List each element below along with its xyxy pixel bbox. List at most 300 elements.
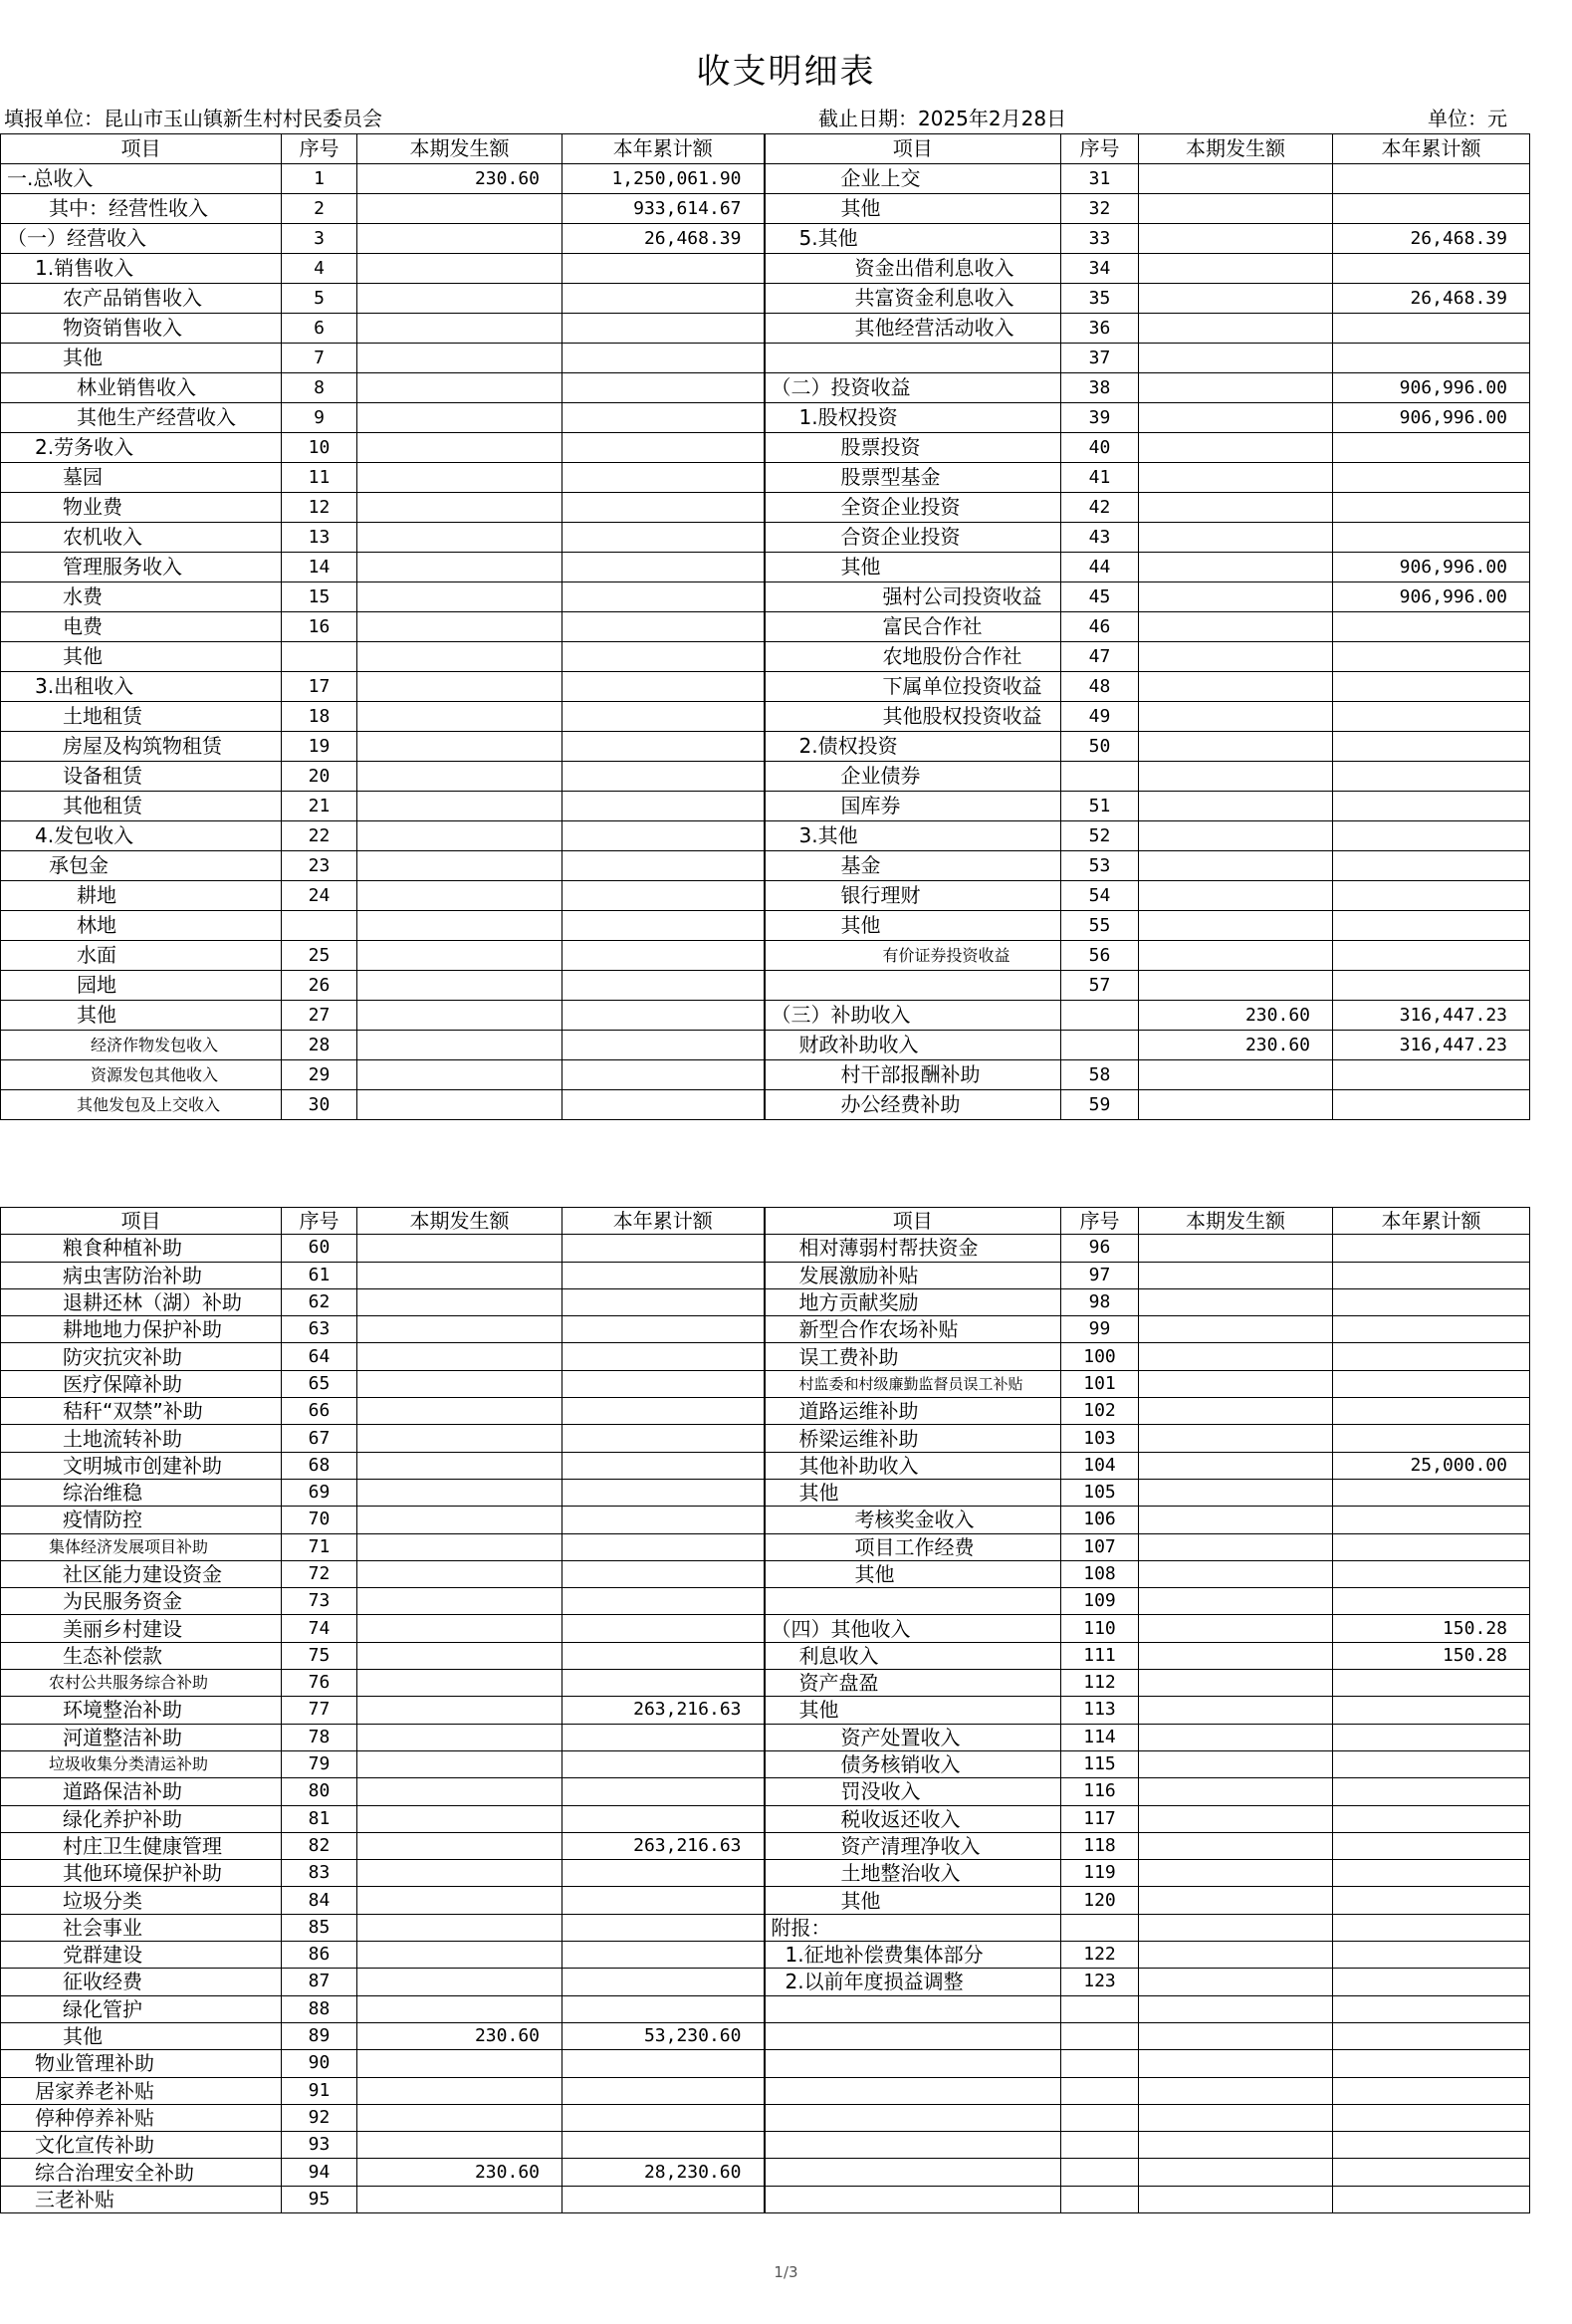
item-ytd-amount bbox=[562, 1750, 765, 1777]
item-seq: 82 bbox=[282, 1832, 357, 1859]
item-seq: 68 bbox=[282, 1452, 357, 1479]
item-name: 防灾抗灾补助 bbox=[1, 1343, 282, 1370]
item-name: 其他补助收入 bbox=[765, 1452, 1061, 1479]
item-current-amount bbox=[357, 1425, 562, 1452]
item-current-amount bbox=[1139, 344, 1333, 373]
item-name: 共富资金利息收入 bbox=[765, 284, 1061, 314]
item-current-amount bbox=[357, 1778, 562, 1805]
item-current-amount bbox=[357, 1031, 562, 1060]
item-current-amount bbox=[1139, 702, 1333, 732]
item-current-amount bbox=[1139, 164, 1333, 194]
item-ytd-amount bbox=[1333, 971, 1530, 1001]
table-row bbox=[1, 284, 1530, 314]
item-current-amount bbox=[357, 553, 562, 582]
item-current-amount bbox=[357, 582, 562, 612]
currency-unit: 单位：元 bbox=[1428, 107, 1507, 130]
item-ytd-amount bbox=[562, 2132, 765, 2159]
item-seq bbox=[1061, 762, 1139, 792]
item-ytd-amount bbox=[562, 672, 765, 702]
item-name: 考核奖金收入 bbox=[765, 1507, 1061, 1533]
item-current-amount bbox=[357, 1805, 562, 1832]
item-name: 3.其他 bbox=[765, 821, 1061, 851]
item-seq: 118 bbox=[1061, 1832, 1139, 1859]
item-seq: 103 bbox=[1061, 1425, 1139, 1452]
item-seq: 43 bbox=[1061, 523, 1139, 553]
item-ytd-amount bbox=[562, 732, 765, 762]
item-name: 5.其他 bbox=[765, 224, 1061, 254]
item-ytd-amount: 906,996.00 bbox=[1333, 403, 1530, 433]
item-current-amount bbox=[1139, 314, 1333, 344]
table-row bbox=[1, 373, 1530, 403]
item-seq: 58 bbox=[1061, 1060, 1139, 1090]
item-ytd-amount bbox=[562, 1288, 765, 1315]
item-ytd-amount bbox=[1333, 1887, 1530, 1914]
table-header-row bbox=[1, 134, 1530, 164]
item-seq: 30 bbox=[282, 1090, 357, 1120]
item-current-amount bbox=[357, 2050, 562, 2077]
table-row bbox=[1, 1370, 1530, 1397]
item-seq bbox=[1061, 1031, 1139, 1060]
item-name: 1.股权投资 bbox=[765, 403, 1061, 433]
item-current-amount bbox=[1139, 1343, 1333, 1370]
item-current-amount bbox=[357, 373, 562, 403]
item-ytd-amount bbox=[1333, 1832, 1530, 1859]
item-seq: 33 bbox=[1061, 224, 1139, 254]
item-current-amount bbox=[1139, 1090, 1333, 1120]
item-name: 其他环境保护补助 bbox=[1, 1860, 282, 1887]
item-current-amount bbox=[357, 2104, 562, 2131]
item-ytd-amount bbox=[562, 792, 765, 821]
item-seq: 63 bbox=[282, 1316, 357, 1343]
item-current-amount bbox=[357, 1262, 562, 1288]
item-ytd-amount bbox=[1333, 851, 1530, 881]
item-seq: 24 bbox=[282, 881, 357, 911]
item-seq: 61 bbox=[282, 1262, 357, 1288]
item-current-amount bbox=[1139, 1887, 1333, 1914]
item-seq: 80 bbox=[282, 1778, 357, 1805]
item-current-amount bbox=[1139, 2132, 1333, 2159]
item-name: 环境整治补助 bbox=[1, 1697, 282, 1724]
item-name bbox=[765, 2159, 1061, 2186]
item-ytd-amount: 26,468.39 bbox=[1333, 224, 1530, 254]
item-seq: 41 bbox=[1061, 463, 1139, 493]
item-current-amount bbox=[1139, 821, 1333, 851]
item-ytd-amount bbox=[562, 1533, 765, 1560]
item-ytd-amount bbox=[1333, 493, 1530, 523]
item-seq: 39 bbox=[1061, 403, 1139, 433]
item-ytd-amount bbox=[1333, 2050, 1530, 2077]
item-name: （二）投资收益 bbox=[765, 373, 1061, 403]
item-ytd-amount bbox=[1333, 1778, 1530, 1805]
item-ytd-amount bbox=[562, 1479, 765, 1506]
item-ytd-amount bbox=[562, 762, 765, 792]
column-header: 项目 bbox=[765, 1208, 1061, 1235]
item-name: 管理服务收入 bbox=[1, 553, 282, 582]
item-name: 2.劳务收入 bbox=[1, 433, 282, 463]
item-name: 其他 bbox=[1, 344, 282, 373]
item-current-amount bbox=[1139, 1262, 1333, 1288]
item-ytd-amount bbox=[1333, 881, 1530, 911]
item-current-amount bbox=[357, 1914, 562, 1941]
item-current-amount bbox=[357, 762, 562, 792]
item-ytd-amount bbox=[1333, 1969, 1530, 1995]
item-name: 农地股份合作社 bbox=[765, 642, 1061, 672]
item-current-amount bbox=[357, 1060, 562, 1090]
item-seq: 10 bbox=[282, 433, 357, 463]
item-name: 误工费补助 bbox=[765, 1343, 1061, 1370]
table-row bbox=[1, 1262, 1530, 1288]
item-current-amount bbox=[357, 254, 562, 284]
item-name: 村干部报酬补助 bbox=[765, 1060, 1061, 1090]
item-ytd-amount bbox=[562, 1031, 765, 1060]
item-seq: 70 bbox=[282, 1507, 357, 1533]
item-name: 征收经费 bbox=[1, 1969, 282, 1995]
item-ytd-amount bbox=[562, 1452, 765, 1479]
item-name: 一.总收入 bbox=[1, 164, 282, 194]
item-seq: 1 bbox=[282, 164, 357, 194]
item-seq: 3 bbox=[282, 224, 357, 254]
table-row bbox=[1, 1560, 1530, 1587]
item-seq: 36 bbox=[1061, 314, 1139, 344]
item-seq: 74 bbox=[282, 1615, 357, 1642]
item-name: 新型合作农场补贴 bbox=[765, 1316, 1061, 1343]
item-name: 河道整洁补助 bbox=[1, 1724, 282, 1750]
item-seq: 23 bbox=[282, 851, 357, 881]
item-name: 耕地地力保护补助 bbox=[1, 1316, 282, 1343]
item-name: 园地 bbox=[1, 971, 282, 1001]
item-current-amount bbox=[357, 851, 562, 881]
item-name bbox=[765, 2186, 1061, 2212]
item-name: （三）补助收入 bbox=[765, 1001, 1061, 1031]
item-current-amount bbox=[1139, 284, 1333, 314]
table-row bbox=[1, 523, 1530, 553]
item-current-amount bbox=[357, 1995, 562, 2022]
item-name: 为民服务资金 bbox=[1, 1588, 282, 1615]
item-name: 其他 bbox=[1, 1001, 282, 1031]
item-ytd-amount bbox=[562, 1615, 765, 1642]
item-name: 承包金 bbox=[1, 851, 282, 881]
item-ytd-amount bbox=[562, 1670, 765, 1697]
item-name: 综治维稳 bbox=[1, 1479, 282, 1506]
item-seq bbox=[1061, 1995, 1139, 2022]
item-ytd-amount bbox=[562, 612, 765, 642]
item-current-amount bbox=[357, 314, 562, 344]
item-ytd-amount bbox=[1333, 1588, 1530, 1615]
item-current-amount bbox=[1139, 1670, 1333, 1697]
column-header: 本期发生额 bbox=[357, 1208, 562, 1235]
item-seq: 51 bbox=[1061, 792, 1139, 821]
item-current-amount bbox=[1139, 1588, 1333, 1615]
item-seq: 45 bbox=[1061, 582, 1139, 612]
table-row bbox=[1, 2022, 1530, 2049]
item-name: 罚没收入 bbox=[765, 1778, 1061, 1805]
item-ytd-amount bbox=[1333, 1914, 1530, 1941]
item-ytd-amount bbox=[1333, 702, 1530, 732]
item-name: 企业债券 bbox=[765, 762, 1061, 792]
item-seq: 98 bbox=[1061, 1288, 1139, 1315]
table-row bbox=[1, 1942, 1530, 1969]
item-ytd-amount bbox=[562, 582, 765, 612]
item-name: 社区能力建设资金 bbox=[1, 1560, 282, 1587]
table-row bbox=[1, 1615, 1530, 1642]
item-seq: 20 bbox=[282, 762, 357, 792]
item-name: 其他 bbox=[1, 2022, 282, 2049]
item-ytd-amount bbox=[1333, 2104, 1530, 2131]
item-seq: 66 bbox=[282, 1398, 357, 1425]
item-ytd-amount bbox=[562, 463, 765, 493]
table-row bbox=[1, 463, 1530, 493]
item-name bbox=[765, 2104, 1061, 2131]
page-title: 收支明细表 bbox=[696, 52, 876, 92]
item-name: 企业上交 bbox=[765, 164, 1061, 194]
table-row bbox=[1, 1995, 1530, 2022]
item-ytd-amount bbox=[562, 1370, 765, 1397]
item-name: 水面 bbox=[1, 941, 282, 971]
item-ytd-amount bbox=[562, 1343, 765, 1370]
item-seq: 114 bbox=[1061, 1724, 1139, 1750]
item-name bbox=[765, 971, 1061, 1001]
item-current-amount bbox=[357, 1235, 562, 1262]
item-seq bbox=[1061, 2077, 1139, 2104]
item-seq: 52 bbox=[1061, 821, 1139, 851]
item-seq: 86 bbox=[282, 1942, 357, 1969]
item-seq: 32 bbox=[1061, 194, 1139, 224]
item-ytd-amount: 906,996.00 bbox=[1333, 582, 1530, 612]
table-row bbox=[1, 582, 1530, 612]
item-seq: 38 bbox=[1061, 373, 1139, 403]
item-ytd-amount: 150.28 bbox=[1333, 1615, 1530, 1642]
item-name: 富民合作社 bbox=[765, 612, 1061, 642]
item-seq: 6 bbox=[282, 314, 357, 344]
item-seq: 62 bbox=[282, 1288, 357, 1315]
item-seq: 9 bbox=[282, 403, 357, 433]
item-seq: 15 bbox=[282, 582, 357, 612]
item-name: 资源发包其他收入 bbox=[1, 1060, 282, 1090]
item-name bbox=[765, 2050, 1061, 2077]
item-seq: 76 bbox=[282, 1670, 357, 1697]
item-ytd-amount bbox=[562, 254, 765, 284]
item-ytd-amount bbox=[1333, 1560, 1530, 1587]
item-ytd-amount bbox=[562, 1588, 765, 1615]
item-ytd-amount bbox=[1333, 762, 1530, 792]
item-ytd-amount bbox=[1333, 1398, 1530, 1425]
item-current-amount bbox=[357, 732, 562, 762]
item-ytd-amount bbox=[1333, 1370, 1530, 1397]
column-header: 本期发生额 bbox=[1139, 1208, 1333, 1235]
item-current-amount bbox=[357, 493, 562, 523]
item-ytd-amount bbox=[1333, 1724, 1530, 1750]
item-ytd-amount bbox=[1333, 1860, 1530, 1887]
item-seq: 99 bbox=[1061, 1316, 1139, 1343]
item-name: 疫情防控 bbox=[1, 1507, 282, 1533]
item-seq: 106 bbox=[1061, 1507, 1139, 1533]
item-current-amount bbox=[1139, 1452, 1333, 1479]
item-name: 资金出借利息收入 bbox=[765, 254, 1061, 284]
item-ytd-amount: 263,216.63 bbox=[562, 1832, 765, 1859]
item-current-amount bbox=[1139, 1942, 1333, 1969]
item-name: 物业管理补助 bbox=[1, 2050, 282, 2077]
item-name: 财政补助收入 bbox=[765, 1031, 1061, 1060]
item-name: 税收返还收入 bbox=[765, 1805, 1061, 1832]
item-current-amount bbox=[1139, 1860, 1333, 1887]
item-ytd-amount bbox=[562, 1507, 765, 1533]
item-name: 道路运维补助 bbox=[765, 1398, 1061, 1425]
item-ytd-amount bbox=[1333, 1235, 1530, 1262]
item-seq: 84 bbox=[282, 1887, 357, 1914]
item-name: 债务核销收入 bbox=[765, 1750, 1061, 1777]
item-current-amount bbox=[357, 1560, 562, 1587]
item-seq: 40 bbox=[1061, 433, 1139, 463]
table-header-row bbox=[1, 1208, 1530, 1235]
item-current-amount bbox=[1139, 463, 1333, 493]
item-name: 道路保洁补助 bbox=[1, 1778, 282, 1805]
item-name: 其他发包及上交收入 bbox=[1, 1090, 282, 1120]
item-current-amount bbox=[357, 463, 562, 493]
table-row bbox=[1, 194, 1530, 224]
item-name: 2.债权投资 bbox=[765, 732, 1061, 762]
item-name: 垃圾分类 bbox=[1, 1887, 282, 1914]
item-current-amount bbox=[357, 1288, 562, 1315]
item-current-amount bbox=[357, 881, 562, 911]
item-current-amount bbox=[1139, 1805, 1333, 1832]
item-name: 其他 bbox=[765, 1697, 1061, 1724]
item-current-amount bbox=[1139, 1398, 1333, 1425]
table-row bbox=[1, 821, 1530, 851]
table-row bbox=[1, 1778, 1530, 1805]
item-name: 退耕还林（湖）补助 bbox=[1, 1288, 282, 1315]
item-ytd-amount bbox=[1333, 821, 1530, 851]
item-seq: 102 bbox=[1061, 1398, 1139, 1425]
item-current-amount bbox=[1139, 1533, 1333, 1560]
item-ytd-amount bbox=[1333, 941, 1530, 971]
item-current-amount bbox=[357, 792, 562, 821]
item-ytd-amount bbox=[562, 1805, 765, 1832]
item-ytd-amount bbox=[562, 911, 765, 941]
item-seq: 79 bbox=[282, 1750, 357, 1777]
item-ytd-amount: 316,447.23 bbox=[1333, 1001, 1530, 1031]
table-row bbox=[1, 1724, 1530, 1750]
item-current-amount bbox=[1139, 672, 1333, 702]
item-name: 其他 bbox=[765, 1479, 1061, 1506]
item-seq: 75 bbox=[282, 1642, 357, 1669]
table-row bbox=[1, 433, 1530, 463]
item-ytd-amount bbox=[1333, 1507, 1530, 1533]
table-row bbox=[1, 224, 1530, 254]
item-seq: 35 bbox=[1061, 284, 1139, 314]
item-name: 1.征地补偿费集体部分 bbox=[765, 1942, 1061, 1969]
item-seq: 29 bbox=[282, 1060, 357, 1090]
item-ytd-amount bbox=[1333, 254, 1530, 284]
item-current-amount bbox=[357, 1479, 562, 1506]
item-ytd-amount bbox=[1333, 1697, 1530, 1724]
item-name: 村庄卫生健康管理 bbox=[1, 1832, 282, 1859]
table-row bbox=[1, 1288, 1530, 1315]
item-seq bbox=[1061, 2022, 1139, 2049]
item-ytd-amount bbox=[1333, 523, 1530, 553]
item-current-amount bbox=[357, 1642, 562, 1669]
item-seq: 14 bbox=[282, 553, 357, 582]
item-current-amount bbox=[357, 433, 562, 463]
item-ytd-amount bbox=[562, 2077, 765, 2104]
table-row bbox=[1, 1887, 1530, 1914]
item-current-amount bbox=[357, 612, 562, 642]
item-current-amount bbox=[357, 1942, 562, 1969]
item-seq: 44 bbox=[1061, 553, 1139, 582]
item-seq: 67 bbox=[282, 1425, 357, 1452]
item-ytd-amount bbox=[562, 1001, 765, 1031]
item-ytd-amount bbox=[1333, 1670, 1530, 1697]
table-row bbox=[1, 1914, 1530, 1941]
item-seq: 31 bbox=[1061, 164, 1139, 194]
item-current-amount bbox=[357, 1452, 562, 1479]
item-current-amount bbox=[1139, 941, 1333, 971]
table-row bbox=[1, 403, 1530, 433]
item-seq: 88 bbox=[282, 1995, 357, 2022]
item-seq: 112 bbox=[1061, 1670, 1139, 1697]
item-current-amount bbox=[357, 702, 562, 732]
item-ytd-amount: 53,230.60 bbox=[562, 2022, 765, 2049]
item-seq: 21 bbox=[282, 792, 357, 821]
item-ytd-amount bbox=[562, 1969, 765, 1995]
column-header: 序号 bbox=[282, 134, 357, 164]
item-name: 强村公司投资收益 bbox=[765, 582, 1061, 612]
item-seq bbox=[1061, 1001, 1139, 1031]
item-current-amount bbox=[357, 1832, 562, 1859]
item-seq: 64 bbox=[282, 1343, 357, 1370]
item-current-amount bbox=[1139, 2050, 1333, 2077]
item-current-amount bbox=[1139, 1507, 1333, 1533]
table-row bbox=[1, 1060, 1530, 1090]
item-seq: 101 bbox=[1061, 1370, 1139, 1397]
item-ytd-amount bbox=[1333, 1942, 1530, 1969]
item-ytd-amount bbox=[562, 851, 765, 881]
item-ytd-amount bbox=[562, 1778, 765, 1805]
item-name: 医疗保障补助 bbox=[1, 1370, 282, 1397]
item-current-amount bbox=[1139, 1914, 1333, 1941]
item-ytd-amount bbox=[1333, 1425, 1530, 1452]
item-current-amount bbox=[1139, 851, 1333, 881]
table-row bbox=[1, 1588, 1530, 1615]
item-current-amount bbox=[1139, 1724, 1333, 1750]
item-seq: 54 bbox=[1061, 881, 1139, 911]
column-header: 本年累计额 bbox=[562, 1208, 765, 1235]
item-ytd-amount bbox=[1333, 911, 1530, 941]
item-seq: 5 bbox=[282, 284, 357, 314]
item-name: 绿化管护 bbox=[1, 1995, 282, 2022]
item-ytd-amount bbox=[1333, 164, 1530, 194]
table-row bbox=[1, 493, 1530, 523]
item-ytd-amount bbox=[562, 1060, 765, 1090]
item-seq: 108 bbox=[1061, 1560, 1139, 1587]
item-seq: 19 bbox=[282, 732, 357, 762]
item-ytd-amount bbox=[1333, 1750, 1530, 1777]
item-name: 电费 bbox=[1, 612, 282, 642]
item-current-amount bbox=[1139, 1235, 1333, 1262]
item-ytd-amount bbox=[562, 1995, 765, 2022]
item-ytd-amount bbox=[562, 2186, 765, 2212]
item-name: 国库券 bbox=[765, 792, 1061, 821]
item-seq: 72 bbox=[282, 1560, 357, 1587]
item-name bbox=[765, 344, 1061, 373]
item-current-amount bbox=[1139, 1615, 1333, 1642]
item-seq: 109 bbox=[1061, 1588, 1139, 1615]
item-name: 资产清理净收入 bbox=[765, 1832, 1061, 1859]
item-name: 水费 bbox=[1, 582, 282, 612]
item-name: 秸秆“双禁”补助 bbox=[1, 1398, 282, 1425]
item-name: 农机收入 bbox=[1, 523, 282, 553]
table-row bbox=[1, 792, 1530, 821]
table-row bbox=[1, 1642, 1530, 1669]
